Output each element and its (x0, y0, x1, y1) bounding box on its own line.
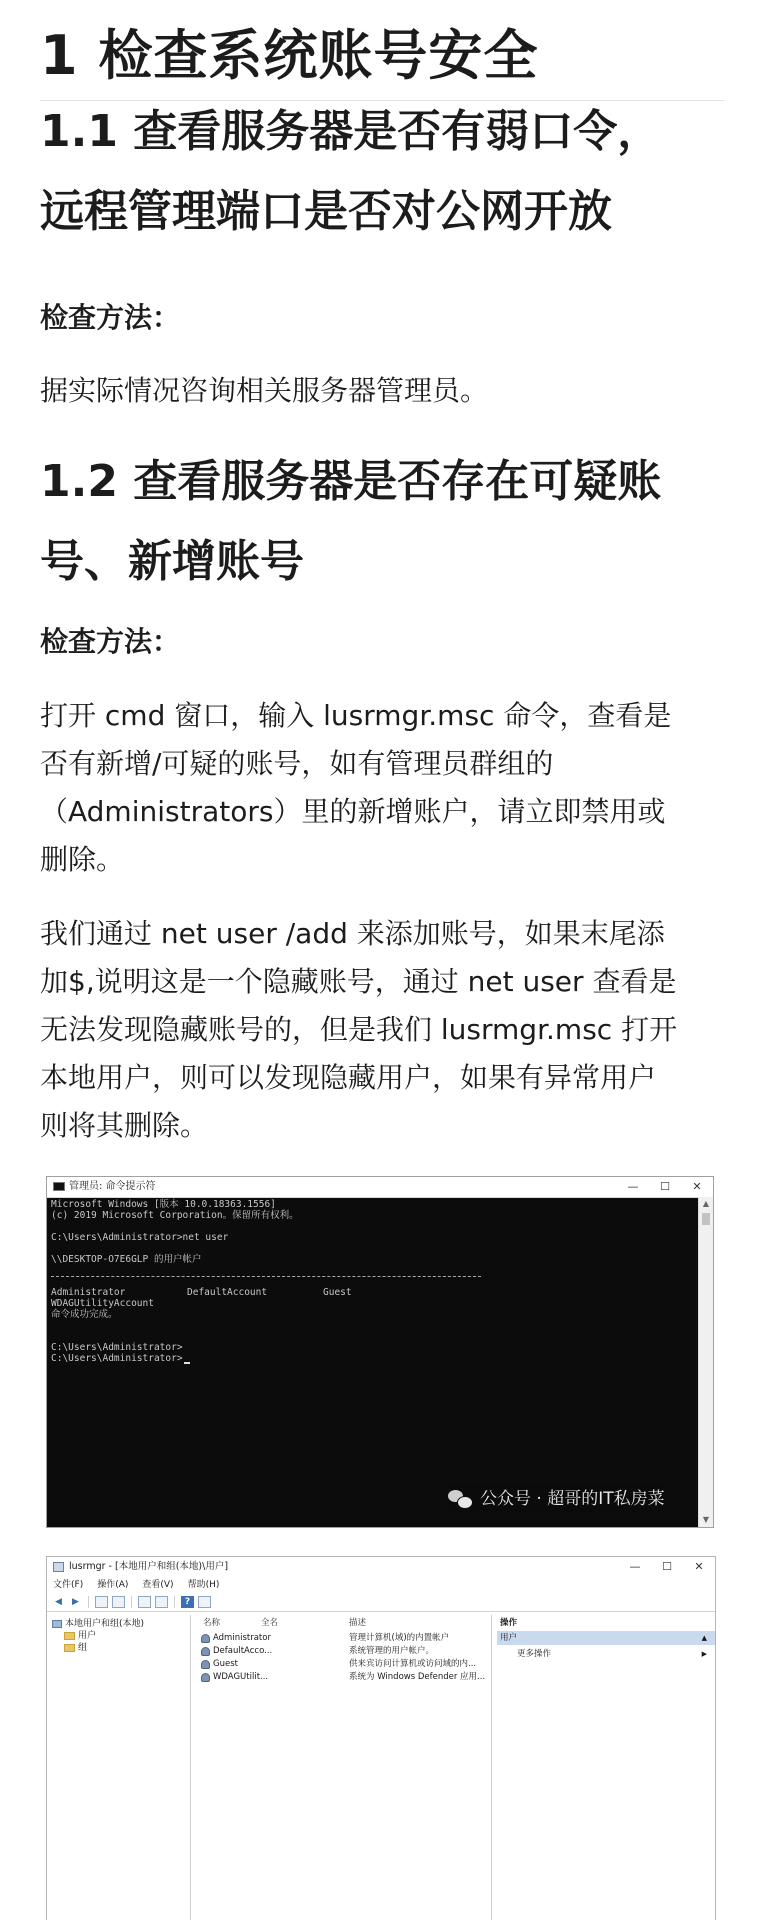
scroll-down-icon[interactable]: ▼ (702, 1515, 710, 1524)
menu-bar (47, 1577, 715, 1593)
user-name: Administrator (213, 1633, 271, 1643)
help-icon[interactable]: ? (181, 1596, 194, 1608)
section-heading: 1 检查系统账号安全 (40, 18, 724, 101)
paragraph-2-line: 本地用户，则可以发现隐藏用户，如果有异常用户 (40, 1061, 657, 1094)
user-name: DefaultAcco... (213, 1646, 273, 1656)
paragraph-1-line: 否有新增/可疑的账号，如有管理员群组的 (40, 747, 554, 780)
menu-help[interactable]: 帮助(H) (187, 1580, 220, 1590)
maximize-icon[interactable]: ☐ (660, 1180, 670, 1193)
toolbar-divider (174, 1596, 175, 1608)
watermark-text: 公众号 · 超哥的IT私房菜 (480, 1489, 665, 1509)
collapse-icon[interactable]: ▲ (701, 1634, 707, 1642)
window-controls (619, 1557, 715, 1577)
cmd-user: DefaultAccount (187, 1287, 268, 1298)
tree-item-groups[interactable] (64, 1641, 87, 1655)
cmd-window-screenshot (46, 1176, 714, 1528)
menu-action[interactable]: 操作(A) (97, 1580, 129, 1590)
scroll-thumb[interactable] (702, 1213, 710, 1225)
tree-item-label: 组 (78, 1643, 88, 1653)
actions-pane (497, 1615, 715, 1920)
back-arrow-icon[interactable]: ◀ (55, 1597, 62, 1607)
minimize-icon[interactable]: — (627, 1180, 639, 1193)
actions-section-users[interactable] (497, 1631, 715, 1645)
toolbar-divider (131, 1596, 132, 1608)
cmd-title: 管理员: 命令提示符 (69, 1181, 156, 1192)
method-label-1: 检查方法： (40, 301, 181, 334)
paragraph-2-line: 则将其删除。 (40, 1109, 209, 1142)
maximize-icon[interactable]: ☐ (662, 1560, 672, 1573)
cursor (184, 1362, 190, 1364)
window-controls (617, 1177, 713, 1197)
list-item[interactable] (199, 1670, 491, 1685)
user-icon (201, 1660, 210, 1669)
user-description: 管理计算机(域)的内置帐户 (349, 1633, 450, 1643)
more-actions-label: 更多操作 (517, 1649, 552, 1659)
paragraph-1-line: 打开 cmd 窗口，输入 lusrmgr.msc 命令，查看是 (40, 699, 672, 732)
cmd-user: Guest (323, 1287, 352, 1298)
more-actions[interactable] (517, 1647, 715, 1661)
folder-icon (64, 1644, 75, 1652)
wechat-icon (448, 1489, 474, 1509)
cmd-separator (51, 1276, 481, 1277)
menu-view[interactable]: 查看(V) (142, 1580, 174, 1590)
user-icon (201, 1647, 210, 1656)
paragraph-2-line: 加$,说明这是一个隐藏账号，通过 net user 查看是 (40, 965, 677, 998)
user-list (199, 1615, 492, 1920)
refresh-icon[interactable] (138, 1596, 151, 1608)
paragraph-2-line: 我们通过 net user /add 来添加账号，如果末尾添 (40, 917, 665, 950)
user-icon (201, 1673, 210, 1682)
menu-file[interactable]: 文件(F) (53, 1580, 84, 1590)
cmd-line: \\DESKTOP-O7E6GLP 的用户帐户 (51, 1254, 202, 1265)
paragraph-2-line: 无法发现隐藏账号的，但是我们 lusrmgr.msc 打开 (40, 1013, 678, 1046)
user-name: WDAGUtilit... (213, 1672, 269, 1682)
subsection-1-title-line1: 1.1 查看服务器是否有弱口令， (40, 106, 662, 157)
cmd-line: 命令成功完成。 (51, 1309, 118, 1320)
method-label-2: 检查方法： (40, 625, 181, 658)
user-description: 系统为 Windows Defender 应用... (349, 1672, 486, 1682)
lusrmgr-app-icon (53, 1562, 64, 1572)
scrollbar[interactable] (698, 1197, 713, 1527)
user-name: Guest (213, 1659, 238, 1669)
column-header-fullname[interactable]: 全名 (261, 1618, 279, 1628)
folder-icon (64, 1632, 75, 1640)
toolbar (47, 1593, 715, 1612)
subsection-1-title-line2: 远程管理端口是否对公网开放 (40, 186, 612, 237)
cmd-line: Microsoft Windows [版本 10.0.18363.1556] (51, 1199, 276, 1210)
watermark (448, 1484, 665, 1514)
tree-item-label: 用户 (78, 1631, 97, 1641)
chevron-right-icon: ▶ (701, 1650, 707, 1658)
subsection-2-title-line2: 号、新增账号 (40, 536, 304, 587)
cmd-prompt-line (51, 1353, 190, 1364)
close-icon[interactable]: ✕ (692, 1180, 702, 1193)
minimize-icon[interactable]: — (629, 1560, 641, 1573)
subsection-2-title-line1: 1.2 查看服务器是否存在可疑账 (40, 456, 662, 507)
cmd-line: WDAGUtilityAccount (51, 1298, 154, 1309)
forward-arrow-icon[interactable]: ▶ (72, 1597, 79, 1607)
tree-root-label: 本地用户和组(本地) (65, 1619, 145, 1629)
folder-up-icon[interactable] (95, 1596, 108, 1608)
user-icon (201, 1634, 210, 1643)
cmd-prompt-icon (53, 1182, 65, 1191)
action-pane-icon[interactable] (198, 1596, 211, 1608)
paragraph-1-line: （Administrators）里的新增账户，请立即禁用或 (40, 795, 666, 828)
actions-header: 操作 (500, 1618, 518, 1628)
lusrmgr-title: lusrmgr - [本地用户和组(本地)\用户] (69, 1561, 229, 1572)
lusrmgr-titlebar (47, 1557, 715, 1577)
close-icon[interactable]: ✕ (694, 1560, 704, 1573)
cmd-line: (c) 2019 Microsoft Corporation。保留所有权利。 (51, 1210, 299, 1221)
toolbar-divider (88, 1596, 89, 1608)
paragraph-2 (40, 910, 730, 1150)
cmd-line: C:\Users\Administrator> (51, 1342, 183, 1353)
column-header-name[interactable]: 名称 (203, 1618, 221, 1628)
paragraph-1 (40, 692, 730, 884)
cmd-prompt: C:\Users\Administrator> (51, 1353, 183, 1364)
actions-section-label: 用户 (500, 1633, 518, 1643)
show-hide-tree-icon[interactable] (112, 1596, 125, 1608)
paragraph-1-line: 删除。 (40, 843, 125, 876)
scroll-up-icon[interactable]: ▲ (702, 1199, 710, 1208)
column-header-description[interactable]: 描述 (349, 1618, 367, 1628)
console-tree (50, 1615, 191, 1920)
method-text-1: 据实际情况咨询相关服务器管理员。 (40, 374, 489, 407)
user-description: 系统管理的用户帐户。 (349, 1646, 435, 1656)
cmd-line: C:\Users\Administrator>net user (51, 1232, 229, 1243)
cmd-user: Administrator (51, 1287, 126, 1298)
user-description: 供来宾访问计算机或访问域的内... (349, 1659, 477, 1669)
cmd-titlebar (47, 1177, 713, 1198)
cmd-output (51, 1199, 697, 1527)
export-list-icon[interactable] (155, 1596, 168, 1608)
computer-icon (52, 1620, 62, 1628)
lusrmgr-window-screenshot (46, 1556, 716, 1920)
